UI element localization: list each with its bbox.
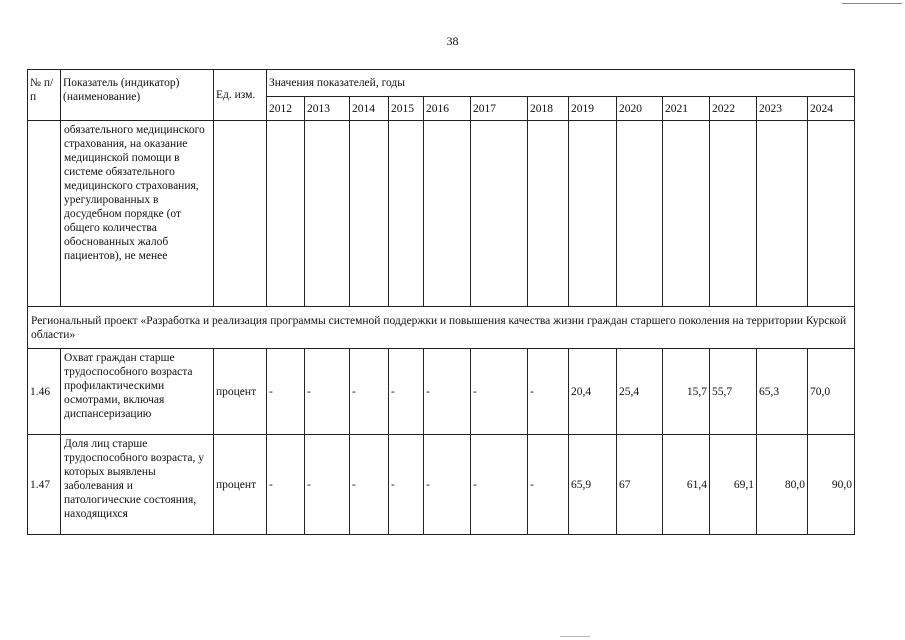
row-value <box>389 121 424 307</box>
row-unit: процент <box>214 349 267 435</box>
row-value: 65,9 <box>569 435 617 535</box>
row-value: - <box>389 349 424 435</box>
scan-artifact-bottom <box>560 636 590 637</box>
section-title: Региональный проект «Разработка и реализация программы системной поддержки и повышения качества жизни граждан старшего поколения на территории Курской области» <box>28 307 855 349</box>
row-value: - <box>305 435 350 535</box>
scan-artifact-top <box>842 3 902 4</box>
header-year: 2022 <box>710 97 757 121</box>
row-indicator: Охват граждан старше трудоспособного возраста профилактическими осмотрами, включая диспансеризацию <box>61 349 214 435</box>
row-value <box>710 121 757 307</box>
table-row <box>28 349 855 435</box>
header-row-1 <box>28 70 855 97</box>
header-year: 2021 <box>663 97 710 121</box>
row-value <box>528 121 569 307</box>
header-year: 2023 <box>757 97 808 121</box>
row-value: - <box>267 349 305 435</box>
header-year: 2015 <box>389 97 424 121</box>
row-value: 20,4 <box>569 349 617 435</box>
header-year: 2016 <box>424 97 471 121</box>
row-value: - <box>471 435 528 535</box>
table-row-continuation <box>28 121 855 307</box>
header-indicator: Показатель (индикатор) (наименование) <box>61 70 214 121</box>
header-year: 2018 <box>528 97 569 121</box>
row-value: 15,7 <box>663 349 710 435</box>
header-year: 2019 <box>569 97 617 121</box>
row-value: - <box>267 435 305 535</box>
header-year: 2013 <box>305 97 350 121</box>
section-row <box>28 307 855 349</box>
row-value: - <box>305 349 350 435</box>
header-values-group: Значения показателей, годы <box>267 70 855 97</box>
row-value: - <box>424 435 471 535</box>
row-value: 69,1 <box>710 435 757 535</box>
row-value <box>808 121 855 307</box>
row-value: 55,7 <box>710 349 757 435</box>
header-year: 2020 <box>617 97 663 121</box>
row-value <box>471 121 528 307</box>
row-unit <box>214 121 267 307</box>
row-value: 80,0 <box>757 435 808 535</box>
row-value: - <box>389 435 424 535</box>
row-value: 25,4 <box>617 349 663 435</box>
row-value: 61,4 <box>663 435 710 535</box>
row-unit: процент <box>214 435 267 535</box>
page-number: 38 <box>446 34 459 48</box>
row-value <box>350 121 389 307</box>
row-value: - <box>528 349 569 435</box>
row-indicator: Доля лиц старше трудоспособного возраста, у которых выявлены заболевания и патологические состояния, находящихся <box>61 435 214 535</box>
table-row <box>28 435 855 535</box>
row-value: - <box>350 435 389 535</box>
row-value: 70,0 <box>808 349 855 435</box>
row-value <box>569 121 617 307</box>
row-value: - <box>528 435 569 535</box>
row-value: 65,3 <box>757 349 808 435</box>
row-value: 67 <box>617 435 663 535</box>
row-value <box>663 121 710 307</box>
header-year: 2017 <box>471 97 528 121</box>
header-num: № п/п <box>28 70 61 121</box>
header-unit: Ед. изм. <box>214 70 267 121</box>
row-value: - <box>471 349 528 435</box>
header-year: 2024 <box>808 97 855 121</box>
row-value <box>305 121 350 307</box>
row-num <box>28 121 61 307</box>
row-num: 1.46 <box>28 349 61 435</box>
row-value <box>424 121 471 307</box>
row-value <box>757 121 808 307</box>
row-value <box>617 121 663 307</box>
row-value: - <box>424 349 471 435</box>
row-indicator: обязательного медицинского страхования, на оказание медицинской помощи в системе обязательного медицинского страхования, урегулированных в досудебном порядке (от общего количества обоснованных жалоб пациентов), не менее <box>61 121 214 307</box>
indicators-table <box>27 69 855 535</box>
row-value: - <box>350 349 389 435</box>
row-value: 90,0 <box>808 435 855 535</box>
row-value <box>267 121 305 307</box>
header-year: 2012 <box>267 97 305 121</box>
header-year: 2014 <box>350 97 389 121</box>
row-num: 1.47 <box>28 435 61 535</box>
